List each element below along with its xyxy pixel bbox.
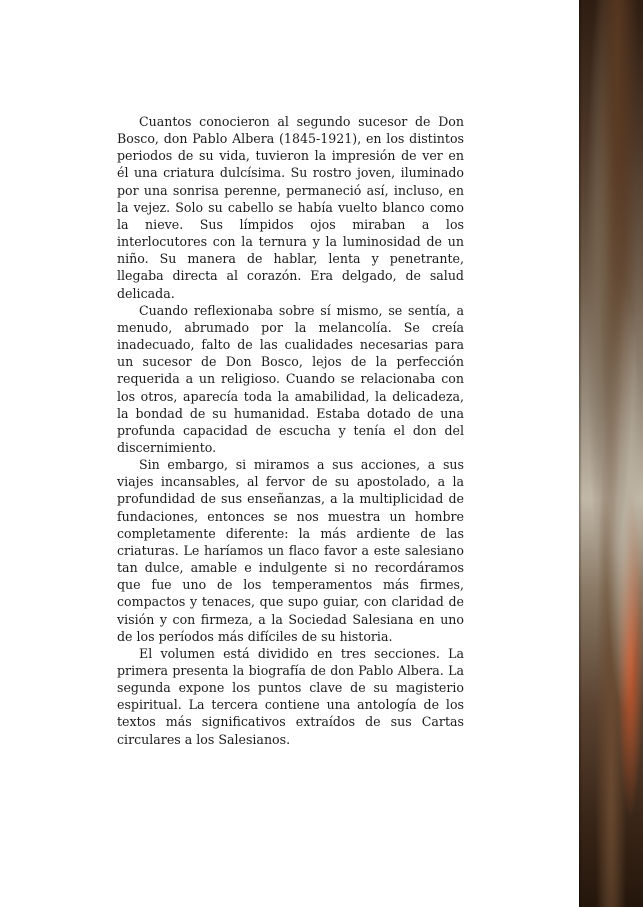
paragraph-2: Cuando reflexionaba sobre sí mismo, se sentía, a menudo, abrumado por la melancolía. Se creía inadecuado, falto de las cualidades necesarias para un sucesor de Don Bosco, lejos de la perfección requerida a un religioso. Cuando se relacionaba con los otros, aparecía toda la amabilidad, la delicadeza, la bondad de su humanidad. Estaba dotado de una profunda capacidad de escucha y tenía el don del discernimiento.: [117, 302, 464, 455]
cover-artwork-strip: [579, 0, 643, 907]
paragraph-1: Cuantos conocieron al segundo sucesor de Don Bosco, don Pablo Albera (1845-1921), en los distintos periodos de su vida, tuvieron la impresión de ver en él una criatura dulcísima. Su rostro joven, iluminado por una sonrisa perenne, permaneció así, incluso, en la vejez. Solo su cabello se había vuelto blanco como la nieve. Sus límpidos ojos miraban a los interlocutores con la ternura y la luminosidad de un niño. Su manera de hablar, lenta y penetrante, llegaba directa al corazón. Era delgado, de salud delicada.: [117, 114, 464, 301]
paragraph-3: Sin embargo, si miramos a sus acciones, a sus viajes incansables, al fervor de su apostolado, a la profundidad de sus enseñanzas, a la multiplicidad de fundaciones, entonces se nos muestra un hombre completamente diferente: la más ardiente de las criaturas. Le haríamos un flaco favor a este salesiano tan dulce, amable e indulgente si no recordáramos que fue uno de los temperamentos más firmes, compactos y tenaces, que supo guiar, con claridad de visión y con firmeza, a la Sociedad Salesiana en uno de los períodos más difíciles de su historia.: [117, 457, 464, 644]
paragraph-4: El volumen está dividido en tres secciones. La primera presenta la biografía de don Pablo Albera. La segunda expone los puntos clave de su magisterio espiritual. La tercera contiene una antología de los textos más significativos extraídos de sus Cartas circulares a los Salesianos.: [117, 645, 464, 747]
synopsis-text: [117, 113, 464, 748]
